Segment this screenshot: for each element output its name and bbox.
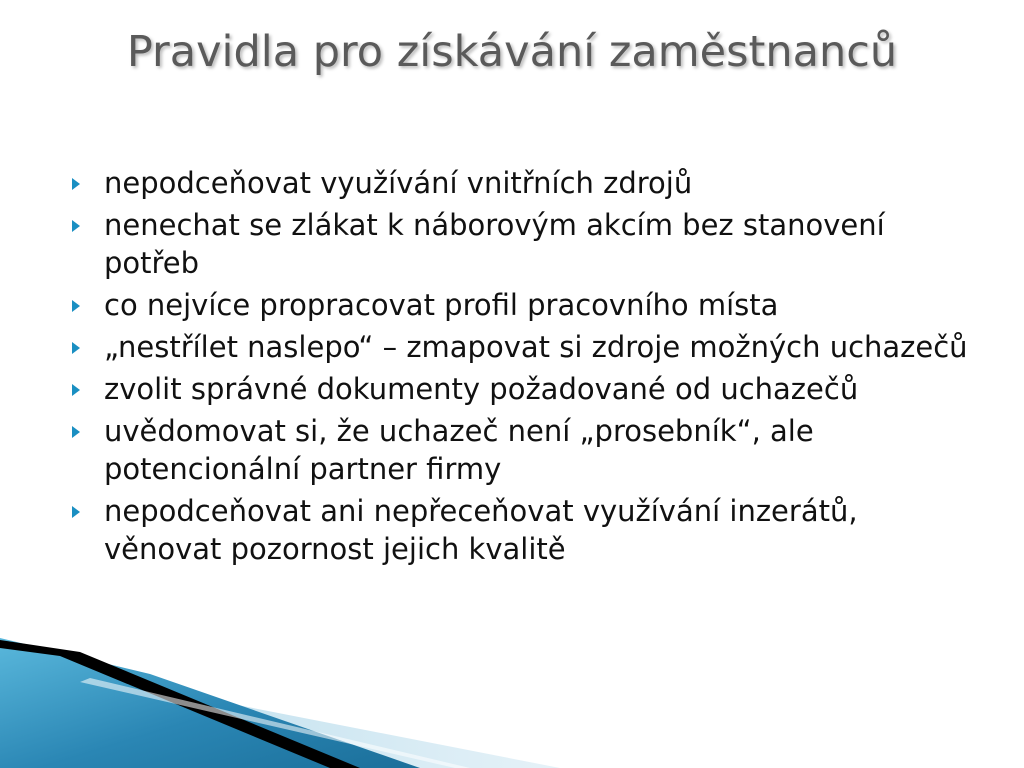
bullet-item [72, 286, 972, 324]
decorative-wave-graphic [0, 638, 1024, 768]
right-triangle-bullet-icon [72, 384, 80, 396]
bullet-text: „nestřílet naslepo“ – zmapovat si zdroje možných uchazečů [104, 330, 968, 364]
bullet-text: nepodceňovat ani nepřeceňovat využívání inzerátů, věnovat pozornost jejich kvalitě [104, 494, 858, 566]
decor-blue-wedge [0, 638, 420, 768]
right-triangle-bullet-icon [72, 426, 80, 438]
bullet-item [72, 412, 972, 488]
right-triangle-bullet-icon [72, 506, 80, 518]
bullet-text: zvolit správné dokumenty požadované od uchazečů [104, 372, 859, 406]
bullet-item [72, 164, 972, 202]
right-triangle-bullet-icon [72, 220, 80, 232]
bullet-text: uvědomovat si, že uchazeč není „prosebník“, ale potencionální partner firmy [104, 414, 814, 486]
right-triangle-bullet-icon [72, 342, 80, 354]
bullet-list [72, 164, 972, 572]
bullet-item [72, 370, 972, 408]
right-triangle-bullet-icon [72, 178, 80, 190]
bullet-item [72, 328, 972, 366]
right-triangle-bullet-icon [72, 300, 80, 312]
bullet-text: nenechat se zlákat k náborovým akcím bez stanovení potřeb [104, 208, 885, 280]
bullet-item [72, 492, 972, 568]
bullet-item [72, 206, 972, 282]
bullet-text: co nejvíce propracovat profil pracovního místa [104, 288, 779, 322]
slide-title: Pravidla pro získávání zaměstnanců [126, 27, 898, 77]
bullet-text: nepodceňovat využívání vnitřních zdrojů [104, 166, 693, 200]
